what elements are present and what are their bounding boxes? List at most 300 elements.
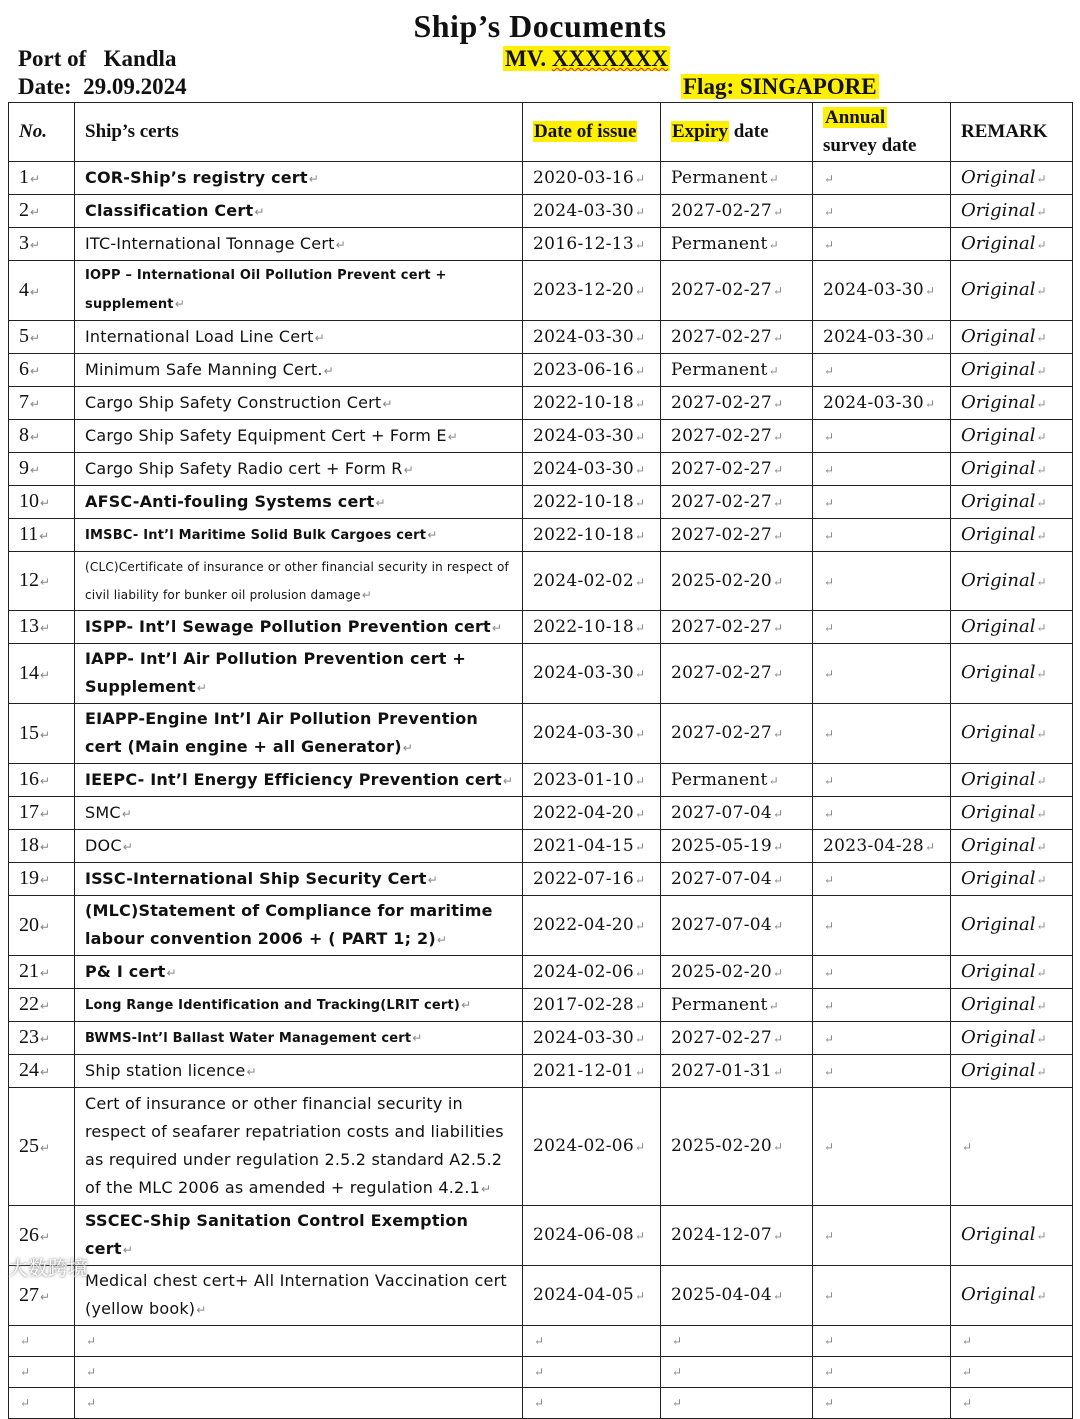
cert-name	[75, 644, 523, 704]
remark-text: Original	[961, 960, 1036, 982]
expiry-date	[661, 704, 813, 764]
remark-text: Original	[961, 662, 1036, 683]
paragraph-mark-icon: ↵	[824, 965, 835, 980]
remark	[951, 1022, 1073, 1055]
paragraph-mark-icon: ↵	[323, 363, 334, 378]
paragraph-mark-icon: ↵	[1036, 872, 1047, 887]
row-number	[9, 1088, 75, 1206]
paragraph-mark-icon: ↵	[824, 204, 835, 219]
paragraph-mark-icon: ↵	[166, 965, 177, 980]
paragraph-mark-icon: ↵	[491, 620, 503, 635]
remark	[951, 321, 1073, 354]
remark	[951, 420, 1073, 453]
remark	[951, 261, 1073, 321]
issue-date-text: 2022-10-18	[533, 491, 635, 512]
paragraph-mark-icon: ↵	[40, 1289, 51, 1304]
cert-name-text: Cert of insurance or other financial security in respect of seafarer repatriation costs and liabilities as required under regulation 2.5.2 standard A2.5.2 of the MLC 2006 as amended + regulation 4.2.1	[85, 1094, 504, 1197]
cert-name-text: P& I cert	[85, 961, 166, 981]
annual-survey-date	[813, 453, 951, 486]
row-number	[9, 387, 75, 420]
expiry-date	[661, 552, 813, 611]
paragraph-mark-icon: ↵	[824, 1396, 835, 1410]
remark	[951, 519, 1073, 552]
paragraph-mark-icon: ↵	[635, 1031, 646, 1046]
paragraph-mark-icon: ↵	[925, 396, 936, 411]
cert-name	[75, 797, 523, 830]
issue-date	[523, 956, 661, 989]
remark	[951, 195, 1073, 228]
row-number	[9, 644, 75, 704]
remark	[951, 1088, 1073, 1206]
paragraph-mark-icon: ↵	[824, 1365, 835, 1379]
paragraph-mark-icon: ↵	[40, 1140, 51, 1155]
annual-survey-date	[813, 261, 951, 321]
expiry-date-text: Permanent	[671, 359, 768, 380]
cert-name	[75, 896, 523, 956]
issue-date	[523, 228, 661, 261]
issue-date	[523, 420, 661, 453]
paragraph-mark-icon: ↵	[481, 1182, 492, 1196]
annual-survey-date	[813, 387, 951, 420]
remark	[951, 764, 1073, 797]
annual-survey-date	[813, 704, 951, 764]
paragraph-mark-icon: ↵	[20, 1334, 31, 1348]
cert-name	[75, 1055, 523, 1088]
paragraph-mark-icon: ↵	[1036, 171, 1047, 186]
annual-survey-date-text: 2024-03-30	[823, 326, 925, 347]
paragraph-mark-icon: ↵	[635, 429, 646, 444]
row-number	[9, 453, 75, 486]
date-label: Date:	[18, 74, 72, 99]
cert-name-text: BWMS-Int’l Ballast Water Management cert	[85, 1030, 412, 1046]
empty-cell	[9, 1326, 75, 1357]
table-row	[9, 956, 1073, 989]
annual-survey-date	[813, 162, 951, 195]
paragraph-mark-icon: ↵	[447, 429, 458, 444]
expiry-date-text: 2027-02-27	[671, 200, 773, 221]
paragraph-mark-icon: ↵	[40, 807, 51, 821]
issue-date-text: 2022-04-20	[533, 915, 635, 935]
row-number	[9, 195, 75, 228]
vessel-name: XXXXXXX	[551, 46, 669, 71]
cert-name-text: Cargo Ship Safety Equipment Cert + Form E	[85, 425, 447, 445]
row-number	[9, 321, 75, 354]
paragraph-mark-icon: ↵	[1036, 919, 1047, 933]
cert-name	[75, 486, 523, 519]
expiry-date	[661, 1266, 813, 1326]
issue-date-text: 2016-12-13	[533, 233, 635, 254]
paragraph-mark-icon: ↵	[635, 171, 646, 186]
paragraph-mark-icon: ↵	[246, 1064, 257, 1079]
annual-survey-date	[813, 989, 951, 1022]
annual-survey-date	[813, 486, 951, 519]
paragraph-mark-icon: ↵	[30, 331, 41, 345]
paragraph-mark-icon: ↵	[773, 1229, 784, 1243]
issue-date	[523, 704, 661, 764]
paragraph-mark-icon: ↵	[773, 429, 784, 444]
remark	[951, 486, 1073, 519]
annual-survey-date	[813, 1266, 951, 1326]
empty-cell	[813, 1388, 951, 1419]
expiry-date	[661, 195, 813, 228]
remark	[951, 797, 1073, 830]
remark-text: Original	[961, 391, 1036, 413]
expiry-date-text: Permanent	[671, 167, 768, 188]
paragraph-mark-icon: ↵	[824, 574, 835, 589]
paragraph-mark-icon: ↵	[824, 1064, 835, 1079]
paragraph-mark-icon: ↵	[635, 574, 646, 589]
annual-survey-date	[813, 1206, 951, 1266]
issue-date-text: 2024-03-30	[533, 663, 635, 683]
paragraph-mark-icon: ↵	[635, 284, 646, 298]
row-number-text: 27	[19, 1283, 39, 1306]
annual-survey-date	[813, 354, 951, 387]
cert-name-text: Classification Cert	[85, 200, 254, 220]
remark-text: Original	[961, 279, 1036, 300]
table-row	[9, 552, 1073, 611]
row-number-text: 17	[19, 801, 39, 823]
issue-date	[523, 1266, 661, 1326]
cert-name-text: AFSC-Anti-fouling Systems cert	[85, 491, 375, 511]
row-number	[9, 1022, 75, 1055]
paragraph-mark-icon: ↵	[635, 839, 646, 854]
cert-name	[75, 1266, 523, 1326]
paragraph-mark-icon: ↵	[1036, 330, 1047, 345]
paragraph-mark-icon: ↵	[635, 396, 646, 411]
paragraph-mark-icon: ↵	[824, 495, 835, 510]
cert-name-text: ISPP- Int’l Sewage Pollution Prevention cert	[85, 616, 491, 636]
cert-name	[75, 228, 523, 261]
paragraph-mark-icon: ↵	[824, 919, 835, 933]
cert-name	[75, 453, 523, 486]
expiry-date-text: 2027-02-27	[671, 524, 773, 545]
date-line	[18, 74, 187, 100]
remark	[951, 704, 1073, 764]
table-row	[9, 863, 1073, 896]
issue-date	[523, 896, 661, 956]
row-number-text: 7	[19, 391, 29, 413]
expiry-date	[661, 830, 813, 863]
paragraph-mark-icon: ↵	[30, 397, 41, 411]
paragraph-mark-icon: ↵	[30, 205, 41, 219]
expiry-date-text: Permanent	[671, 994, 768, 1015]
expiry-date-text: Permanent	[671, 769, 768, 790]
table-row	[9, 764, 1073, 797]
watermark-text: 大数跨境	[8, 1256, 88, 1280]
cert-name	[75, 704, 523, 764]
paragraph-mark-icon: ↵	[824, 872, 835, 887]
paragraph-mark-icon: ↵	[1036, 1229, 1047, 1243]
paragraph-mark-icon: ↵	[40, 496, 51, 510]
paragraph-mark-icon: ↵	[768, 237, 779, 252]
table-row	[9, 611, 1073, 644]
paragraph-mark-icon: ↵	[962, 1365, 973, 1379]
row-number	[9, 611, 75, 644]
expiry-date	[661, 354, 813, 387]
cert-name-text: Cargo Ship Safety Construction Cert	[85, 392, 382, 412]
paragraph-mark-icon: ↵	[534, 1365, 545, 1379]
empty-cell	[75, 1326, 523, 1357]
paragraph-mark-icon: ↵	[773, 667, 784, 681]
paragraph-mark-icon: ↵	[122, 839, 133, 854]
paragraph-mark-icon: ↵	[824, 667, 835, 681]
issue-date	[523, 162, 661, 195]
expiry-date-text: 2027-02-27	[671, 392, 773, 413]
paragraph-mark-icon: ↵	[962, 1396, 973, 1410]
empty-cell	[523, 1388, 661, 1419]
cert-name-text: (MLC)Statement of Compliance for maritime labour convention 2006 + ( PART 1; 2)	[85, 901, 493, 948]
expiry-date	[661, 764, 813, 797]
issue-date	[523, 1055, 661, 1088]
paragraph-mark-icon: ↵	[773, 204, 784, 219]
expiry-date-text: 2027-07-04	[671, 802, 773, 823]
cert-name	[75, 956, 523, 989]
paragraph-mark-icon: ↵	[824, 998, 835, 1013]
table-row	[9, 1055, 1073, 1088]
expiry-date	[661, 486, 813, 519]
expiry-date	[661, 228, 813, 261]
paragraph-mark-icon: ↵	[40, 621, 51, 635]
empty-cell	[523, 1357, 661, 1388]
paragraph-mark-icon: ↵	[635, 330, 646, 345]
paragraph-mark-icon: ↵	[1036, 727, 1047, 741]
issue-date	[523, 354, 661, 387]
row-number-text: 12	[19, 569, 39, 591]
cert-name-text: International Load Line Cert	[85, 326, 314, 346]
annual-survey-date-text: 2024-03-30	[823, 392, 925, 413]
row-number	[9, 486, 75, 519]
paragraph-mark-icon: ↵	[773, 1289, 784, 1303]
issue-date	[523, 1088, 661, 1206]
certificates-table	[8, 102, 1073, 1419]
cert-name-text: Minimum Safe Manning Cert.	[85, 359, 323, 379]
empty-cell	[951, 1357, 1073, 1388]
cert-name-text: Ship station licence	[85, 1060, 246, 1080]
table-row	[9, 1206, 1073, 1266]
row-number-text: 14	[19, 661, 39, 684]
paragraph-mark-icon: ↵	[773, 284, 784, 298]
remark-text: Original	[961, 1026, 1036, 1048]
paragraph-mark-icon: ↵	[824, 773, 835, 788]
annual-survey-date	[813, 195, 951, 228]
remark-text: Original	[961, 801, 1036, 823]
expiry-date	[661, 1055, 813, 1088]
table-row	[9, 797, 1073, 830]
col-header-no: No.	[9, 103, 75, 162]
cert-name-text: (CLC)Certificate of insurance or other financial security in respect of civil liability for bunker oil prolusion damage	[85, 560, 509, 602]
remark	[951, 896, 1073, 956]
paragraph-mark-icon: ↵	[773, 965, 784, 980]
table-row	[9, 162, 1073, 195]
remark-text: Original	[961, 523, 1036, 545]
expiry-date-text: 2027-02-27	[671, 326, 773, 347]
paragraph-mark-icon: ↵	[773, 495, 784, 510]
cert-name-text: SMC	[85, 802, 121, 822]
table-row	[9, 453, 1073, 486]
remark-text: Original	[961, 424, 1036, 446]
table-row	[9, 486, 1073, 519]
cert-name-text: ITC-International Tonnage Cert	[85, 233, 335, 253]
port-line	[18, 46, 176, 72]
issue-date-text: 2020-03-16	[533, 167, 635, 188]
vessel-line	[503, 46, 670, 72]
table-row	[9, 989, 1073, 1022]
issue-date-text: 2022-10-18	[533, 392, 635, 413]
paragraph-mark-icon: ↵	[635, 965, 646, 980]
issue-date	[523, 797, 661, 830]
col-header-remark: REMARK	[951, 103, 1073, 162]
remark-text: Original	[961, 867, 1036, 889]
row-number-text: 6	[19, 358, 29, 380]
remark-text: Original	[961, 490, 1036, 512]
row-number	[9, 797, 75, 830]
row-number-text: 21	[19, 960, 39, 982]
expiry-date	[661, 453, 813, 486]
cert-name	[75, 1088, 523, 1206]
paragraph-mark-icon: ↵	[1036, 204, 1047, 219]
issue-date-text: 2024-02-06	[533, 1136, 635, 1156]
annual-survey-date-text: 2024-03-30	[823, 280, 925, 300]
row-number	[9, 162, 75, 195]
cert-name	[75, 261, 523, 321]
paragraph-mark-icon: ↵	[773, 919, 784, 933]
expiry-date	[661, 896, 813, 956]
col-header-cert: Ship’s certs	[75, 103, 523, 162]
table-row	[9, 704, 1073, 764]
remark	[951, 611, 1073, 644]
paragraph-mark-icon: ↵	[40, 919, 51, 934]
annual-survey-date	[813, 519, 951, 552]
paragraph-mark-icon: ↵	[824, 528, 835, 543]
paragraph-mark-icon: ↵	[635, 1289, 646, 1303]
paragraph-mark-icon: ↵	[412, 1030, 423, 1045]
expiry-date-text: 2027-07-04	[671, 868, 773, 889]
empty-row	[9, 1326, 1073, 1357]
paragraph-mark-icon: ↵	[635, 363, 646, 378]
paragraph-mark-icon: ↵	[1036, 528, 1047, 543]
row-number	[9, 764, 75, 797]
issue-date	[523, 644, 661, 704]
paragraph-mark-icon: ↵	[824, 462, 835, 477]
cert-name-text: IAPP- Int’l Air Pollution Prevention cert + Supplement	[85, 649, 467, 696]
remark	[951, 956, 1073, 989]
annual-highlight: Annual	[825, 107, 886, 128]
remark-text: Original	[961, 457, 1036, 479]
paragraph-mark-icon: ↵	[121, 806, 132, 821]
remark-text: Original	[961, 722, 1036, 743]
cert-name	[75, 830, 523, 863]
paragraph-mark-icon: ↵	[375, 495, 386, 510]
paragraph-mark-icon: ↵	[773, 528, 784, 543]
remark	[951, 830, 1073, 863]
remark	[951, 644, 1073, 704]
remark	[951, 354, 1073, 387]
expiry-date-text: 2027-02-27	[671, 616, 773, 637]
cert-name	[75, 863, 523, 896]
expiry-date	[661, 420, 813, 453]
issue-date-text: 2023-01-10	[533, 769, 635, 790]
row-number	[9, 420, 75, 453]
paragraph-mark-icon: ↵	[361, 588, 372, 602]
cert-name	[75, 552, 523, 611]
paragraph-mark-icon: ↵	[635, 1140, 646, 1154]
remark-text: Original	[961, 1059, 1036, 1081]
paragraph-mark-icon: ↵	[635, 1064, 646, 1079]
issue-date	[523, 611, 661, 644]
expiry-date	[661, 321, 813, 354]
row-number-text: 11	[19, 523, 39, 545]
remark-text: Original	[961, 232, 1036, 254]
paragraph-mark-icon: ↵	[86, 1334, 97, 1348]
paragraph-mark-icon: ↵	[427, 872, 438, 887]
paragraph-mark-icon: ↵	[174, 297, 185, 311]
port-label: Port of	[18, 46, 87, 71]
paragraph-mark-icon: ↵	[824, 1140, 835, 1154]
paragraph-mark-icon: ↵	[254, 204, 265, 219]
paragraph-mark-icon: ↵	[30, 463, 41, 477]
row-number-text: 10	[19, 490, 39, 512]
remark-text: Original	[961, 325, 1036, 347]
issue-date	[523, 863, 661, 896]
paragraph-mark-icon: ↵	[635, 919, 646, 933]
annual-survey-date	[813, 420, 951, 453]
paragraph-mark-icon: ↵	[40, 1032, 51, 1046]
remark	[951, 1266, 1073, 1326]
cert-name-text: EIAPP-Engine Int’l Air Pollution Prevention cert (Main engine + all Generator)	[85, 709, 479, 756]
row-number	[9, 552, 75, 611]
table-row	[9, 1266, 1073, 1326]
expiry-date-text: 2027-02-27	[671, 425, 773, 446]
row-number	[9, 704, 75, 764]
row-number-text: 1	[19, 166, 29, 188]
paragraph-mark-icon: ↵	[824, 1289, 835, 1303]
expiry-date	[661, 644, 813, 704]
cert-name	[75, 611, 523, 644]
issue-date-text: 2023-06-16	[533, 359, 635, 380]
expiry-date-text: 2025-04-04	[671, 1285, 773, 1305]
cert-name	[75, 1022, 523, 1055]
paragraph-mark-icon: ↵	[1036, 839, 1047, 854]
row-number-text: 22	[19, 993, 39, 1015]
paragraph-mark-icon: ↵	[314, 330, 325, 345]
row-number-text: 20	[19, 913, 39, 936]
annual-survey-date	[813, 644, 951, 704]
annual-rest: survey date	[823, 135, 917, 156]
paragraph-mark-icon: ↵	[773, 1031, 784, 1046]
paragraph-mark-icon: ↵	[773, 330, 784, 345]
table-row	[9, 519, 1073, 552]
paragraph-mark-icon: ↵	[86, 1396, 97, 1410]
issue-date-text: 2024-03-30	[533, 1027, 635, 1048]
paragraph-mark-icon: ↵	[461, 997, 472, 1012]
remark	[951, 387, 1073, 420]
table-row	[9, 195, 1073, 228]
paragraph-mark-icon: ↵	[1036, 574, 1047, 589]
paragraph-mark-icon: ↵	[635, 462, 646, 477]
cert-name-text: Long Range Identification and Tracking(LRIT cert)	[85, 997, 461, 1013]
empty-cell	[523, 1326, 661, 1357]
paragraph-mark-icon: ↵	[436, 933, 448, 947]
cert-name	[75, 162, 523, 195]
paragraph-mark-icon: ↵	[773, 620, 784, 635]
row-number-text: 2	[19, 199, 29, 221]
paragraph-mark-icon: ↵	[635, 773, 646, 788]
page-title: Ship’s Documents	[413, 8, 667, 44]
cert-name-text: Cargo Ship Safety Radio cert + Form R	[85, 458, 403, 478]
row-number	[9, 261, 75, 321]
issue-date	[523, 989, 661, 1022]
row-number	[9, 830, 75, 863]
